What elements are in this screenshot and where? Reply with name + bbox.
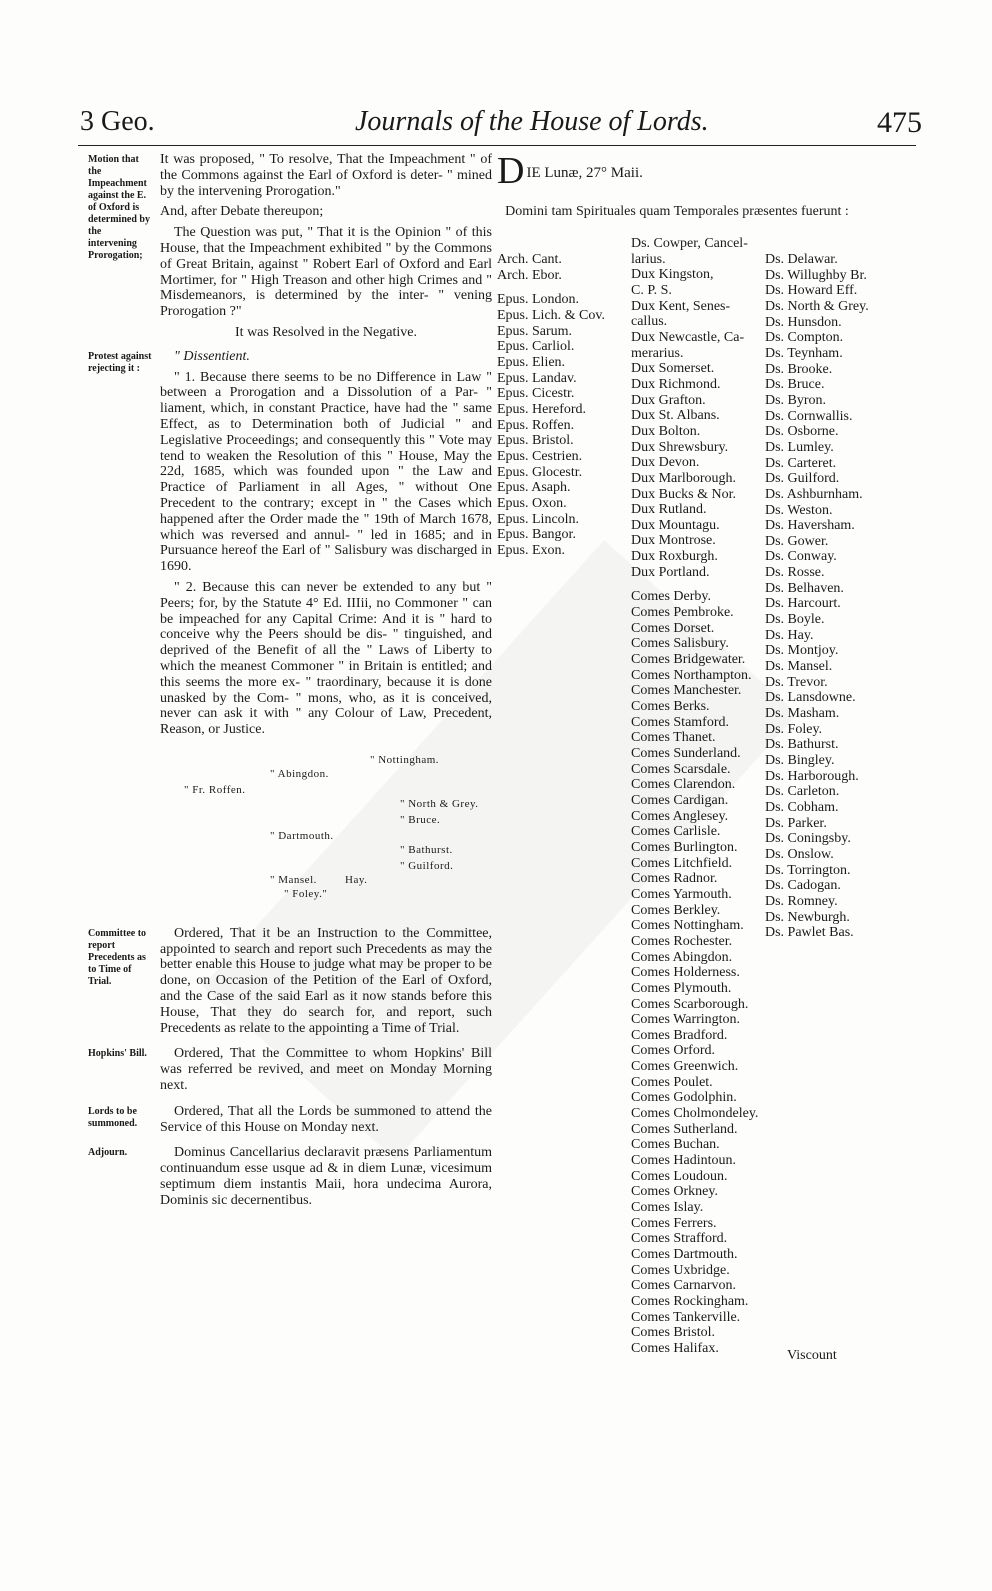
signatures xyxy=(160,746,492,900)
lord-entry: Ds. Pawlet Bas. xyxy=(765,925,854,941)
lord-entry: Epus. Carliol. xyxy=(497,339,575,355)
attendance-heading: Domini tam Spirituales quam Temporales præsentes fuerunt : xyxy=(505,204,849,219)
lord-entry: Comes Dartmouth. xyxy=(631,1247,738,1262)
lord-entry: Ds. Foley. xyxy=(765,721,823,737)
lord-entry: Epus. Asaph. xyxy=(497,480,571,496)
signature-roffen: " Fr. Roffen. xyxy=(184,783,246,796)
lord-entry: Comes Bradford. xyxy=(631,1027,728,1043)
signature-north-grey: " North & Grey. xyxy=(400,797,479,810)
lord-entry: Comes Berks. xyxy=(631,699,710,715)
hopkins-text xyxy=(160,1046,492,1093)
lord-entry: Ds. North & Grey. xyxy=(765,298,869,314)
lord-entry: Comes Cardigan. xyxy=(631,792,729,808)
lord-entry: Comes Scarborough. xyxy=(631,996,749,1012)
margin-note-committee: Committee to report Precedents as to Time of Trial. xyxy=(88,927,147,987)
protest-text xyxy=(160,349,492,738)
lord-entry: Dux Bolton. xyxy=(631,423,701,439)
lord-entry: Ds. Montjoy. xyxy=(765,643,839,659)
lord-entry: Dux Mountagu. xyxy=(631,517,720,533)
lord-entry: Dux Roxburgh. xyxy=(631,549,718,565)
lord-entry: Ds. Harborough. xyxy=(765,768,859,784)
lord-entry: Comes Pembroke. xyxy=(631,605,734,621)
lord-entry: Comes Orkney. xyxy=(631,1184,718,1200)
lord-entry: Comes Litchfield. xyxy=(631,855,733,871)
lord-entry: Ds. Bruce. xyxy=(765,377,825,393)
ordered-committee: Ordered, That it be an Instruction to the Committee, appointed to search and report such Precedents as may the better enable this House to judge what may be proper to be done, on Occasion of the Petition of the Earl of Oxford, and the Case of the said Earl as it now stands before this House, That they do search for, and report, such Precedents as relate to the appointing a Time of Trial. xyxy=(160,925,492,1036)
lord-entry: Epus. Oxon. xyxy=(497,495,567,511)
lord-entry: Epus. Lincoln. xyxy=(497,511,580,527)
lord-entry: Comes Berkley. xyxy=(631,902,721,918)
lord-entry: Epus. Landav. xyxy=(497,370,577,386)
signature-abingdon: " Abingdon. xyxy=(270,767,329,780)
lord-entry: Ds. Teynham. xyxy=(765,345,843,361)
left-column xyxy=(88,152,496,1217)
lord-entry: Ds. Cowper, Cancel- xyxy=(631,236,748,251)
lord-entry: Ds. Osborne. xyxy=(765,424,839,440)
lord-entry: Ds. Weston. xyxy=(765,502,833,518)
lord-entry: Ds. Trevor. xyxy=(765,674,828,690)
question-paragraph: The Question was put, " That it is the Opinion " of this House, that the Impeachment exhibited " by the Commons of Great Britain, against " Robert Earl of Oxford and Earl Mortimer, for " High Treason and other high Crimes and " Misdemeanors, is determined by the inter- " vening Prorogation ?" xyxy=(160,225,492,320)
margin-note-lords: Lords to be summoned. xyxy=(88,1105,138,1129)
lord-entry: Ds. Coningsby. xyxy=(765,831,851,847)
lord-entry: Comes Clarendon. xyxy=(631,777,736,793)
lord-entry: Ds. Bathurst. xyxy=(765,737,839,753)
signature-mansel: " Mansel. xyxy=(270,873,317,886)
lord-entry: Ds. Hay. xyxy=(765,627,814,643)
lord-entry: Comes Greenwich. xyxy=(631,1059,739,1075)
lords-list-barons xyxy=(765,252,915,941)
lord-entry: Dux Shrewsbury. xyxy=(631,439,729,455)
signature-bruce: " Bruce. xyxy=(400,813,441,826)
sitting-date xyxy=(497,152,917,190)
lord-entry: Comes Uxbridge. xyxy=(631,1262,730,1278)
right-column xyxy=(497,150,917,1363)
lord-entry: Ds. Ashburnham. xyxy=(765,486,863,502)
lord-entry: Ds. Boyle. xyxy=(765,612,825,628)
lord-entry: Ds. Conway. xyxy=(765,549,837,565)
lord-entry: callus. xyxy=(631,314,668,330)
lords-text xyxy=(160,1104,492,1136)
ordered-hopkins: Ordered, That the Committee to whom Hopkins' Bill was referred be revived, and meet on Monday Morning next. xyxy=(160,1046,492,1094)
lord-entry: Ds. Torrington. xyxy=(765,862,851,878)
lord-entry: Dux Devon. xyxy=(631,455,700,471)
lord-entry: Dux Somerset. xyxy=(631,361,715,377)
page-number: 475 xyxy=(877,106,922,139)
lord-entry: Epus. Cicestr. xyxy=(497,386,575,402)
lord-entry: Ds. Cornwallis. xyxy=(765,408,853,424)
lord-entry: Ds. Byron. xyxy=(765,392,827,408)
lord-entry: Comes Thanet. xyxy=(631,730,716,746)
lord-entry: Ds. Gower. xyxy=(765,533,829,549)
lord-entry: Ds. Cadogan. xyxy=(765,878,841,894)
resolved-line: It was Resolved in the Negative. xyxy=(235,324,417,340)
lord-entry: Dux St. Albans. xyxy=(631,408,720,424)
lord-entry: Epus. Glocestr. xyxy=(497,464,583,480)
lord-entry: Dux Grafton. xyxy=(631,392,706,408)
lord-entry: Ds. Belhaven. xyxy=(765,580,844,596)
lord-entry: Ds. Delawar. xyxy=(765,252,838,267)
lord-entry: Comes Scarsdale. xyxy=(631,761,731,777)
drop-cap: D xyxy=(497,150,525,192)
adjourn-paragraph: Dominus Cancellarius declaravit præsens Parliamentum continuandum esse usque ad & in diem Lunæ, vicesimum septimum diem instantis Maii, hora undecima Aurora, Dominis sic decernentibus. xyxy=(160,1145,492,1208)
lord-entry: Epus. Bristol. xyxy=(497,433,574,449)
lord-entry: Ds. Mansel. xyxy=(765,659,833,675)
lord-entry: Epus. Bangor. xyxy=(497,527,576,543)
catchword: Viscount xyxy=(787,1348,837,1363)
lord-entry: Comes Sunderland. xyxy=(631,746,741,761)
lord-entry: Epus. Roffen. xyxy=(497,417,575,433)
committee-block xyxy=(88,926,496,1037)
lord-entry: Ds. Newburgh. xyxy=(765,909,850,925)
lord-entry: Ds. Carleton. xyxy=(765,784,840,800)
lord-entry xyxy=(497,283,625,292)
lord-entry: Dux Bucks & Nor. xyxy=(631,486,736,502)
lord-entry: Arch. Cant. xyxy=(497,252,562,267)
lord-entry: Ds. Willughby Br. xyxy=(765,267,867,283)
lords-block xyxy=(88,1104,496,1136)
lord-entry: Comes Bristol. xyxy=(631,1325,716,1341)
signature-guilford: " Guilford. xyxy=(400,859,454,872)
adjourn-block xyxy=(88,1145,496,1208)
committee-text xyxy=(160,926,492,1037)
lord-entry: Dux Kent, Senes- xyxy=(631,298,731,314)
debate-line: And, after Debate thereupon; xyxy=(160,204,324,220)
lord-entry: Ds. Hunsdon. xyxy=(765,314,842,330)
lord-entry: Ds. Bingley. xyxy=(765,753,835,768)
lord-entry: Dux Rutland. xyxy=(631,502,707,518)
lord-entry: Ds. Haversham. xyxy=(765,518,855,534)
lord-entry: Comes Poulet. xyxy=(631,1074,713,1090)
lord-entry: Comes Derby. xyxy=(631,589,711,605)
signature-hay: Hay. xyxy=(345,873,368,886)
lord-entry: Comes Rochester. xyxy=(631,933,733,949)
lord-entry: Dux Richmond. xyxy=(631,376,721,392)
motion-block xyxy=(88,152,496,341)
lord-entry: Ds. Carteret. xyxy=(765,455,837,471)
protest-block xyxy=(88,349,496,738)
lord-entry xyxy=(631,580,769,589)
ordered-lords: Ordered, That all the Lords be summoned to attend the Service of this House on Monday next. xyxy=(160,1103,492,1135)
lords-list-dukes-earls xyxy=(631,236,769,1357)
lord-entry: Comes Sutherland. xyxy=(631,1121,738,1137)
lord-entry: larius. xyxy=(631,251,666,267)
lord-entry: Comes Yarmouth. xyxy=(631,886,732,902)
lord-entry: Comes Anglesey. xyxy=(631,808,729,824)
lord-entry: Ds. Onslow. xyxy=(765,846,834,862)
lord-entry: Ds. Cobham. xyxy=(765,799,839,815)
motion-text xyxy=(160,152,492,341)
lord-entry: Comes Halifax. xyxy=(631,1340,719,1356)
margin-note-hopkins: Hopkins' Bill. xyxy=(88,1048,147,1060)
lord-entry: Comes Buchan. xyxy=(631,1137,720,1153)
lord-entry: Epus. Exon. xyxy=(497,542,566,558)
lord-entry: Ds. Lumley. xyxy=(765,439,834,455)
lord-entry: Comes Warrington. xyxy=(631,1012,741,1028)
margin-note-protest: Protest against rejecting it : xyxy=(88,350,152,374)
lord-entry: Comes Northampton. xyxy=(631,667,752,683)
lord-entry: Comes Carnarvon. xyxy=(631,1278,736,1294)
lord-entry: C. P. S. xyxy=(631,282,672,298)
header-rule xyxy=(78,145,916,146)
lord-entry: Epus. Cestrien. xyxy=(497,448,583,464)
lord-entry: Ds. Masham. xyxy=(765,706,840,722)
lord-entry: Ds. Lansdowne. xyxy=(765,690,856,706)
lord-entry: Comes Ferrers. xyxy=(631,1215,717,1231)
margin-note-adjourn: Adjourn. xyxy=(88,1147,128,1159)
lord-entry: Dux Portland. xyxy=(631,564,710,580)
lord-entry: Ds. Romney. xyxy=(765,893,838,909)
lord-entry: Comes Strafford. xyxy=(631,1231,728,1247)
lord-entry: Ds. Parker. xyxy=(765,815,827,831)
lord-entry: Epus. Lich. & Cov. xyxy=(497,307,605,323)
lord-entry: Comes Tankerville. xyxy=(631,1309,741,1325)
reason-1: " 1. Because there seems to be no Difference in Law " between a Prorogation and a Dissolution of a Par- " liament, which, in constant Practice, have had the " same Effect, as to Determination both of Judicial " and Legislative Proceedings; and consequently this " Vote may tend to weaken the Resolution of this " House, May the 22d, 1685, which was founded upon " the Law and Practice of Parliament in all Ages, " without One Precedent to the contrary; except in " the Cases which happened after the Order made the " 19th of March 1678, which was reversed and annul- " led in 1685; and in Pursuance hereof the Earl of " Salisbury was discharged in 1690. xyxy=(160,369,492,575)
lord-entry: Comes Nottingham. xyxy=(631,918,744,934)
lord-entry: Ds. Rosse. xyxy=(765,565,825,581)
adjourn-text xyxy=(160,1145,492,1208)
lord-entry: Epus. London. xyxy=(497,292,580,308)
dissentient-heading: " Dissentient. xyxy=(174,348,250,364)
lord-entry: Ds. Compton. xyxy=(765,330,844,346)
proposal-paragraph: It was proposed, " To resolve, That the Impeachment " of the Commons against the Earl of Oxford is deter- " mined by the intervening Prorogation." xyxy=(160,152,492,199)
lord-entry: Epus. Hereford. xyxy=(497,401,587,417)
lord-entry: merarius. xyxy=(631,345,684,361)
lord-entry: Dux Montrose. xyxy=(631,533,716,549)
signature-nottingham: " Nottingham. xyxy=(370,753,440,766)
lord-entry: Comes Dorset. xyxy=(631,620,715,636)
lord-entry: Ds. Harcourt. xyxy=(765,596,841,612)
running-head-title: Journals of the House of Lords. xyxy=(355,106,709,137)
lord-entry: Comes Manchester. xyxy=(631,683,742,699)
lord-entry: Comes Radnor. xyxy=(631,871,718,887)
lord-entry: Comes Cholmondeley. xyxy=(631,1106,759,1122)
lord-entry: Epus. Sarum. xyxy=(497,323,573,339)
lord-entry: Comes Plymouth. xyxy=(631,980,732,996)
running-head-regnal-year: 3 Geo. xyxy=(80,106,155,137)
signature-dartmouth: " Dartmouth. xyxy=(270,829,334,842)
lord-entry: Dux Newcastle, Ca- xyxy=(631,329,745,345)
lord-entry: Arch. Ebor. xyxy=(497,267,562,283)
lord-entry: Comes Salisbury. xyxy=(631,636,729,652)
lord-entry: Epus. Elien. xyxy=(497,354,566,370)
lord-entry: Ds. Brooke. xyxy=(765,361,833,377)
signature-bathurst: " Bathurst. xyxy=(400,843,453,856)
lord-entry: Comes Hadintoun. xyxy=(631,1153,736,1169)
hopkins-block xyxy=(88,1046,496,1093)
lord-entry: Comes Islay. xyxy=(631,1200,704,1216)
lord-entry: Comes Carlisle. xyxy=(631,824,721,840)
sitting-date-text: IE Lunæ, 27° Maii. xyxy=(526,165,643,181)
lord-entry: Comes Holderness. xyxy=(631,965,740,981)
lord-entry: Comes Godolphin. xyxy=(631,1090,737,1106)
lord-entry: Comes Loudoun. xyxy=(631,1168,728,1184)
margin-note-motion: Motion that the Impeachment against the E. of Oxford is determined by the intervening Prorogation; xyxy=(88,154,150,261)
signature-foley: " Foley." xyxy=(284,887,328,900)
lord-entry: Comes Burlington. xyxy=(631,839,738,855)
lord-entry: Ds. Howard Eff. xyxy=(765,283,858,299)
lord-entry: Comes Bridgewater. xyxy=(631,652,746,668)
reason-2: " 2. Because this can never be extended to any but " Peers; for, by the Statute 4° Ed. IIIii, no Commoner " can be impeached for any Capital Crime: And it is " hard to conceive why the Peers should be dis- " tinguished, and deprived of the Benefit of all the " Laws of Liberty to which the meanest Commoner " in Britain is entitled; and this seems the more ex- " traordinary, because it is done unasked by the Com- " mons, who, as it is conceived, never can ask it with " any Colour of Law, Precedent, Reason, or Justice. xyxy=(160,579,492,738)
lord-entry: Dux Marlborough. xyxy=(631,470,736,486)
lord-entry: Comes Orford. xyxy=(631,1043,715,1059)
lord-entry: Dux Kingston, xyxy=(631,267,714,283)
lord-entry: Comes Abingdon. xyxy=(631,949,733,965)
lords-list-spiritual xyxy=(497,252,625,558)
lord-entry: Ds. Guilford. xyxy=(765,471,840,487)
lord-entry: Comes Rockingham. xyxy=(631,1293,749,1309)
lord-entry: Comes Stamford. xyxy=(631,714,729,730)
